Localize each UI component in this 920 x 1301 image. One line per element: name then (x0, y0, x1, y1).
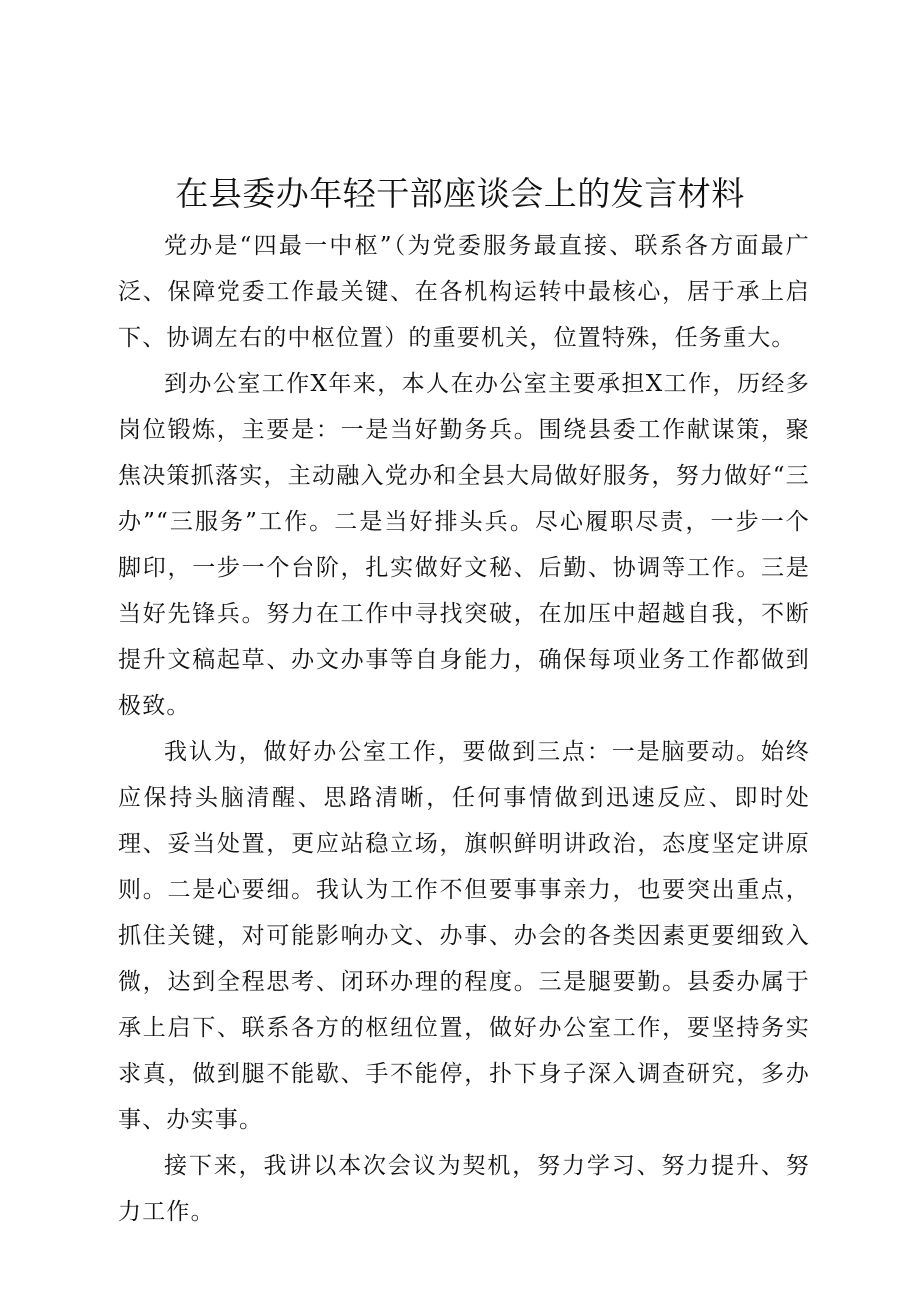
paragraph-3: 我认为，做好办公室工作，要做到三点：一是脑要动。始终应保持头脑清醒、思路清晰，任何事情做到迅速反应、即时处理、妥当处置，更应站稳立场，旗帜鲜明讲政治，态度坚定讲原则。二是心要细。我认为工作不但要事事亲力，也要突出重点，抓住关键，对可能影响办文、办事、办会的各类因素更要细致入微，达到全程思考、闭环办理的程度。三是腿要勤。县委办属于承上启下、联系各方的枢纽位置，做好办公室工作，要坚持务实求真，做到腿不能歇、手不能停，扑下身子深入调查研究，多办事、办实事。 (118, 739, 810, 1133)
paragraph-2: 到办公室工作X年来，本人在办公室主要承担X工作，历经多岗位锻炼，主要是：一是当好勤务兵。围绕县委工作献谋策，聚焦决策抓落实，主动融入党办和全县大局做好服务，努力做好“三办”“三服务”工作。二是当好排头兵。尽心履职尽责，一步一个脚印，一步一个台阶，扎实做好文秘、后勤、协调等工作。三是当好先锋兵。努力在工作中寻找突破，在加压中超越自我，不断提升文稿起草、办文办事等自身能力，确保每项业务工作都做到极致。 (118, 371, 810, 719)
paragraph-1: 党办是“四最一中枢”（为党委服务最直接、联系各方面最广泛、保障党委工作最关键、在各机构运转中最核心，居于承上启下、协调左右的中枢位置）的重要机关，位置特殊，任务重大。 (118, 233, 810, 351)
paragraph-4: 接下来，我讲以本次会议为契机，努力学习、努力提升、努力工作。 (118, 1153, 810, 1225)
document-title: 在县委办年轻干部座谈会上的发言材料 (175, 174, 745, 213)
document-body (118, 223, 810, 1235)
